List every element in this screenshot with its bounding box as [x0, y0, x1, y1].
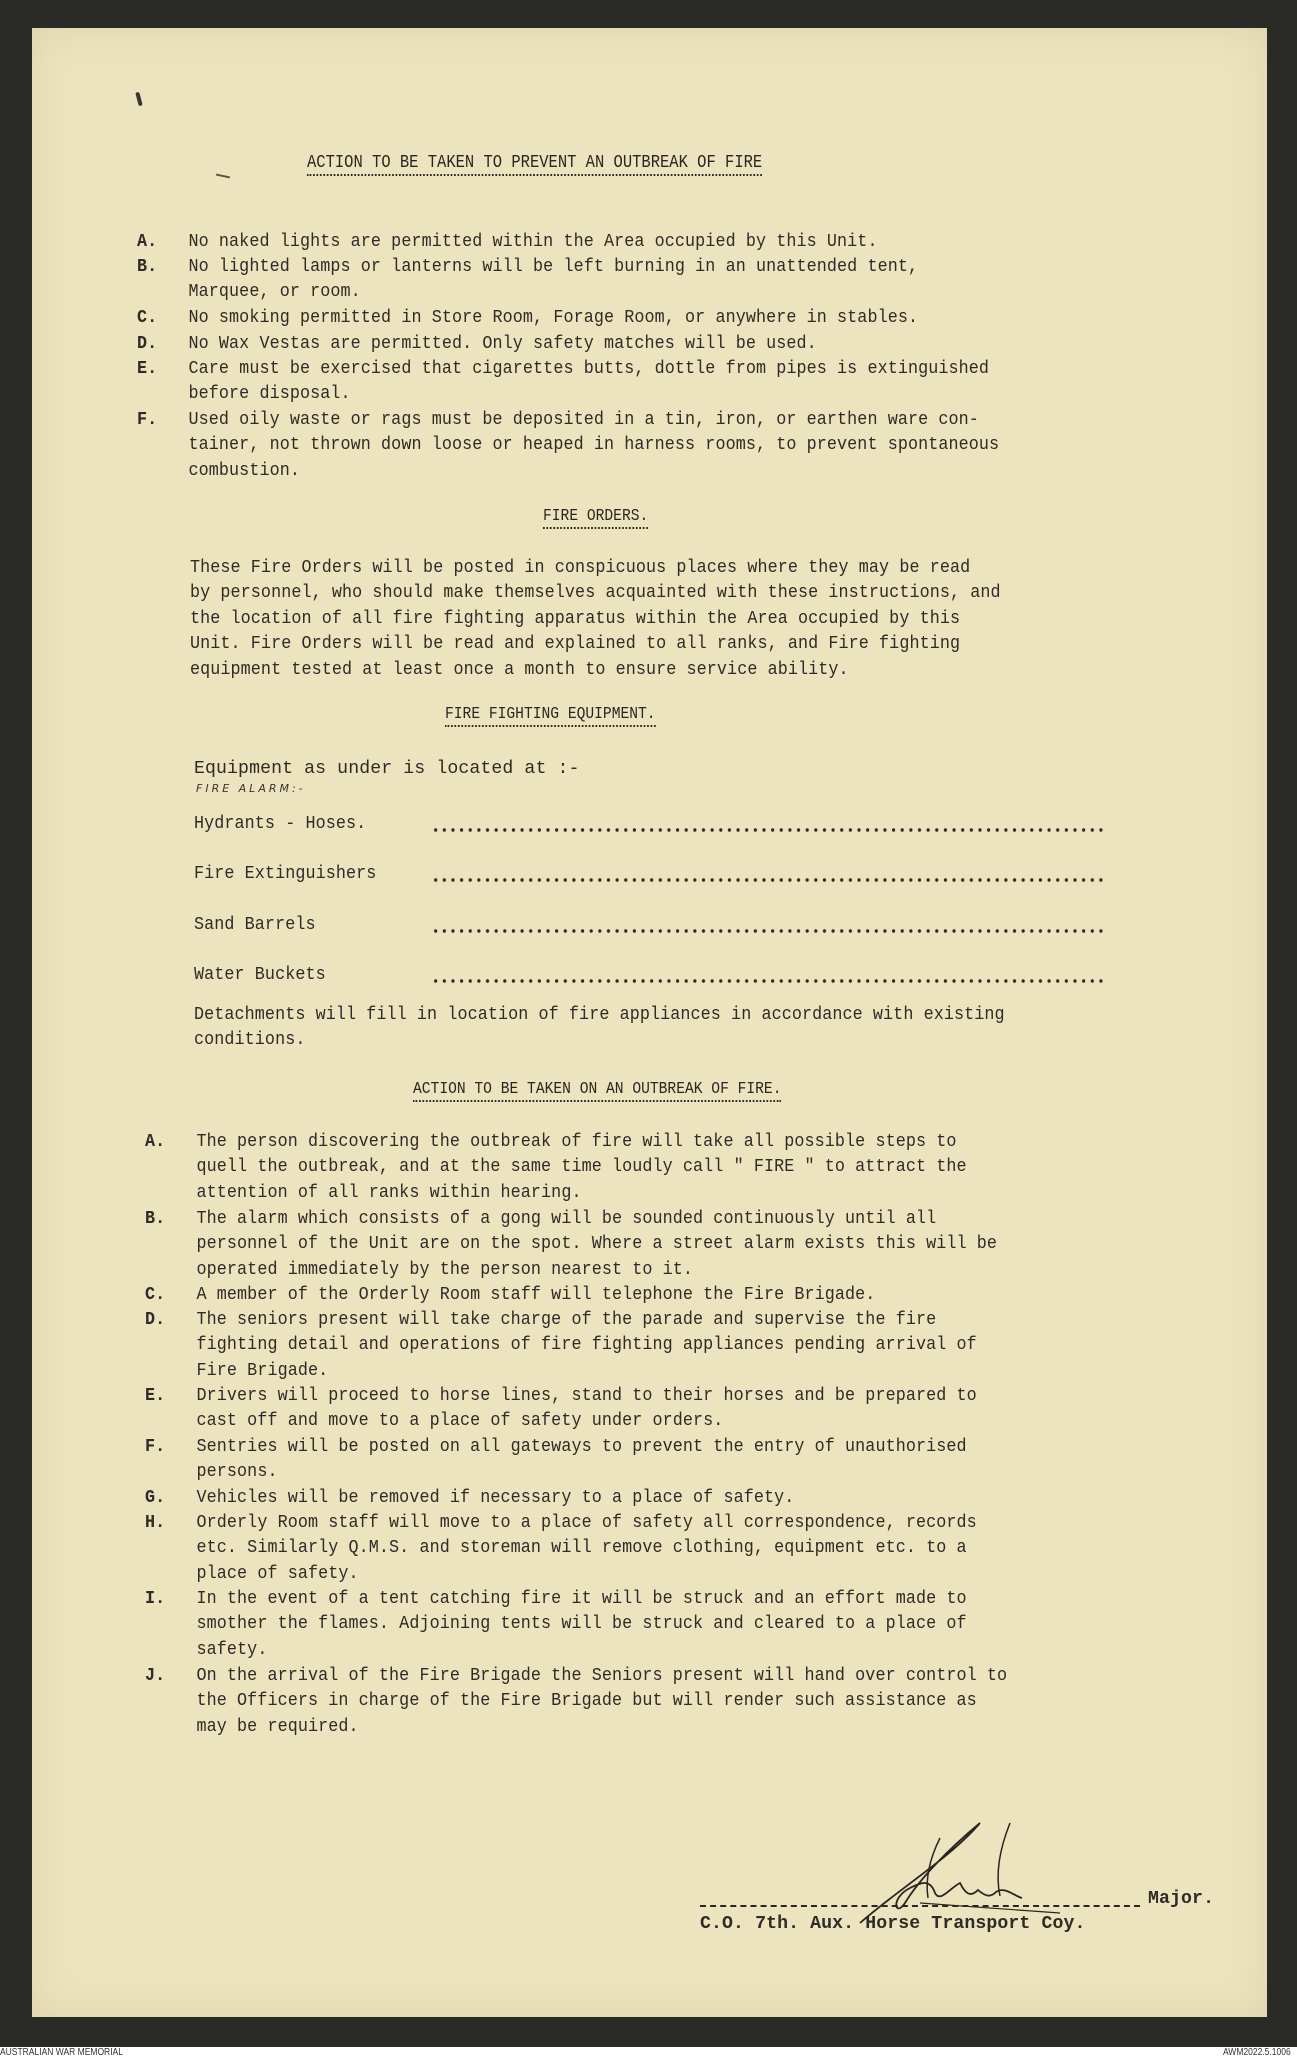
location-fill-in-field	[431, 928, 1104, 934]
prevention-item-label: A.	[137, 232, 158, 252]
equipment-footer-line: conditions.	[194, 1030, 306, 1051]
location-fill-in-field	[431, 877, 1104, 883]
prevention-item-line: No smoking permitted in Store Room, Forage Room, or anywhere in stables.	[188, 308, 919, 328]
outbreak-item-line: safety.	[196, 1639, 268, 1660]
outbreak-item-line: Drivers will proceed to horse lines, stand to their horses and be prepared to	[196, 1386, 977, 1406]
location-fill-in-field	[431, 978, 1104, 984]
outbreak-item-label: J.	[145, 1666, 166, 1686]
fire-orders-line: equipment tested at least once a month to ensure service ability.	[190, 659, 849, 680]
outbreak-item-line: fighting detail and operations of fire fighting appliances pending arrival of	[196, 1335, 977, 1356]
outbreak-item-line: place of safety.	[196, 1563, 359, 1584]
equipment-heading: FIRE FIGHTING EQUIPMENT.	[445, 705, 656, 727]
fire-orders-heading: FIRE ORDERS.	[543, 507, 648, 529]
outbreak-item-label: G.	[145, 1488, 166, 1508]
prevention-item-line: Care must be exercised that cigarettes butts, dottle from pipes is extinguished	[188, 359, 990, 379]
outbreak-item-line: may be required.	[196, 1716, 359, 1737]
outbreak-item-label: C.	[145, 1285, 166, 1305]
outbreak-item-line: quell the outbreak, and at the same time loudly call " FIRE " to attract the	[196, 1157, 967, 1178]
outbreak-item-line: etc. Similarly Q.M.S. and storeman will remove clothing, equipment etc. to a	[196, 1538, 967, 1559]
page-title: ACTION TO BE TAKEN TO PREVENT AN OUTBREAK OF FIRE	[307, 153, 762, 176]
prevention-item-line: combustion.	[188, 460, 300, 481]
fire-orders-line: by personnel, who should make themselves acquainted with these instructions, and	[190, 583, 1001, 604]
prevention-item-line: Marquee, or room.	[188, 282, 361, 303]
outbreak-item-line: the Officers in charge of the Fire Brigade but will render such assistance as	[196, 1691, 977, 1712]
signature-line	[700, 1902, 1140, 1907]
equipment-row	[194, 812, 1114, 838]
equipment-label: Sand Barrels	[194, 915, 316, 935]
prevention-item-label: B.	[137, 257, 158, 277]
outbreak-item-line: The seniors present will take charge of the parade and supervise the fire	[196, 1310, 937, 1330]
outbreak-item-line: cast off and move to a place of safety under orders.	[196, 1411, 724, 1432]
outbreak-item-label: B.	[145, 1209, 166, 1229]
outbreak-item-line: The alarm which consists of a gong will be sounded continuously until all	[196, 1209, 937, 1229]
fire-orders-paragraph	[190, 556, 1001, 683]
outbreak-item-line: Orderly Room staff will move to a place of safety all correspondence, records	[196, 1513, 977, 1533]
outbreak-item-line: smother the flames. Adjoining tents will be struck and cleared to a place of	[196, 1614, 967, 1635]
outbreak-item-label: A.	[145, 1132, 166, 1152]
equipment-row	[194, 862, 1114, 888]
outbreak-item-line: Sentries will be posted on all gateways to prevent the entry of unauthorised	[196, 1437, 967, 1457]
prevention-item-line: No naked lights are permitted within the Area occupied by this Unit.	[188, 232, 878, 252]
prevention-item-label: E.	[137, 359, 158, 379]
outbreak-item-line: persons.	[196, 1462, 278, 1483]
equipment-label: Water Buckets	[194, 965, 326, 985]
outbreak-item-label: H.	[145, 1513, 166, 1533]
prevention-item-label: C.	[137, 308, 158, 328]
prevention-item-label: F.	[137, 410, 158, 430]
fire-orders-line: Unit. Fire Orders will be read and explained to all ranks, and Fire fighting	[190, 634, 961, 655]
outbreak-item-line: operated immediately by the person nearest to it.	[196, 1259, 694, 1280]
prevention-item-line: Used oily waste or rags must be deposited in a tin, iron, or earthen ware con-	[188, 410, 979, 430]
outbreak-item-label: I.	[145, 1589, 166, 1609]
outbreak-item-line: In the event of a tent catching fire it will be struck and an effort made to	[196, 1589, 967, 1609]
prevention-item-line: tainer, not thrown down loose or heaped in harness rooms, to prevent spontaneous	[188, 435, 1000, 456]
outbreak-heading: ACTION TO BE TAKEN ON AN OUTBREAK OF FIRE.	[413, 1080, 781, 1102]
handwritten-fire-alarm-note: FIRE ALARM:-	[196, 782, 306, 795]
outbreak-item-label: D.	[145, 1310, 166, 1330]
outbreak-item-line: A member of the Orderly Room staff will telephone the Fire Brigade.	[196, 1285, 876, 1305]
equipment-label: Hydrants - Hoses.	[194, 814, 367, 834]
fire-orders-line: These Fire Orders will be posted in conspicuous places where they may be read	[190, 558, 971, 578]
equipment-row	[194, 963, 1114, 989]
signature-rank: Major.	[1148, 1889, 1215, 1909]
equipment-footer-line: Detachments will fill in location of fire appliances in accordance with existing	[194, 1005, 1005, 1025]
outbreak-item-line: attention of all ranks within hearing.	[196, 1182, 582, 1203]
location-fill-in-field	[431, 827, 1104, 833]
prevention-item-line: before disposal.	[188, 384, 351, 405]
equipment-label: Fire Extinguishers	[194, 864, 377, 884]
outbreak-item-label: F.	[145, 1437, 166, 1457]
prevention-item-line: No Wax Vestas are permitted. Only safety matches will be used.	[188, 334, 817, 354]
outbreak-item-line: Vehicles will be removed if necessary to a place of safety.	[196, 1488, 795, 1508]
outbreak-item-line: personnel of the Unit are on the spot. Where a street alarm exists this will be	[196, 1234, 998, 1255]
outbreak-item-line: Fire Brigade.	[196, 1360, 329, 1381]
signature-title: C.O. 7th. Aux. Horse Transport Coy.	[700, 1914, 1086, 1934]
outbreak-item-label: E.	[145, 1386, 166, 1406]
equipment-footer	[194, 1003, 1005, 1054]
fire-orders-line: the location of all fire fighting apparatus within the Area occupied by this	[190, 608, 961, 629]
equipment-intro: Equipment as under is located at :-	[194, 759, 580, 779]
outbreak-item-line: The person discovering the outbreak of fire will take all possible steps to	[196, 1132, 957, 1152]
accession-number: AWM2022.5.1006	[1223, 2047, 1291, 2058]
institution-caption: AUSTRALIAN WAR MEMORIAL	[0, 2047, 123, 2058]
outbreak-item-line: On the arrival of the Fire Brigade the Seniors present will hand over control to	[196, 1666, 1008, 1686]
prevention-item-line: No lighted lamps or lanterns will be left burning in an unattended tent,	[188, 257, 919, 277]
prevention-item-label: D.	[137, 334, 158, 354]
equipment-row	[194, 913, 1114, 939]
